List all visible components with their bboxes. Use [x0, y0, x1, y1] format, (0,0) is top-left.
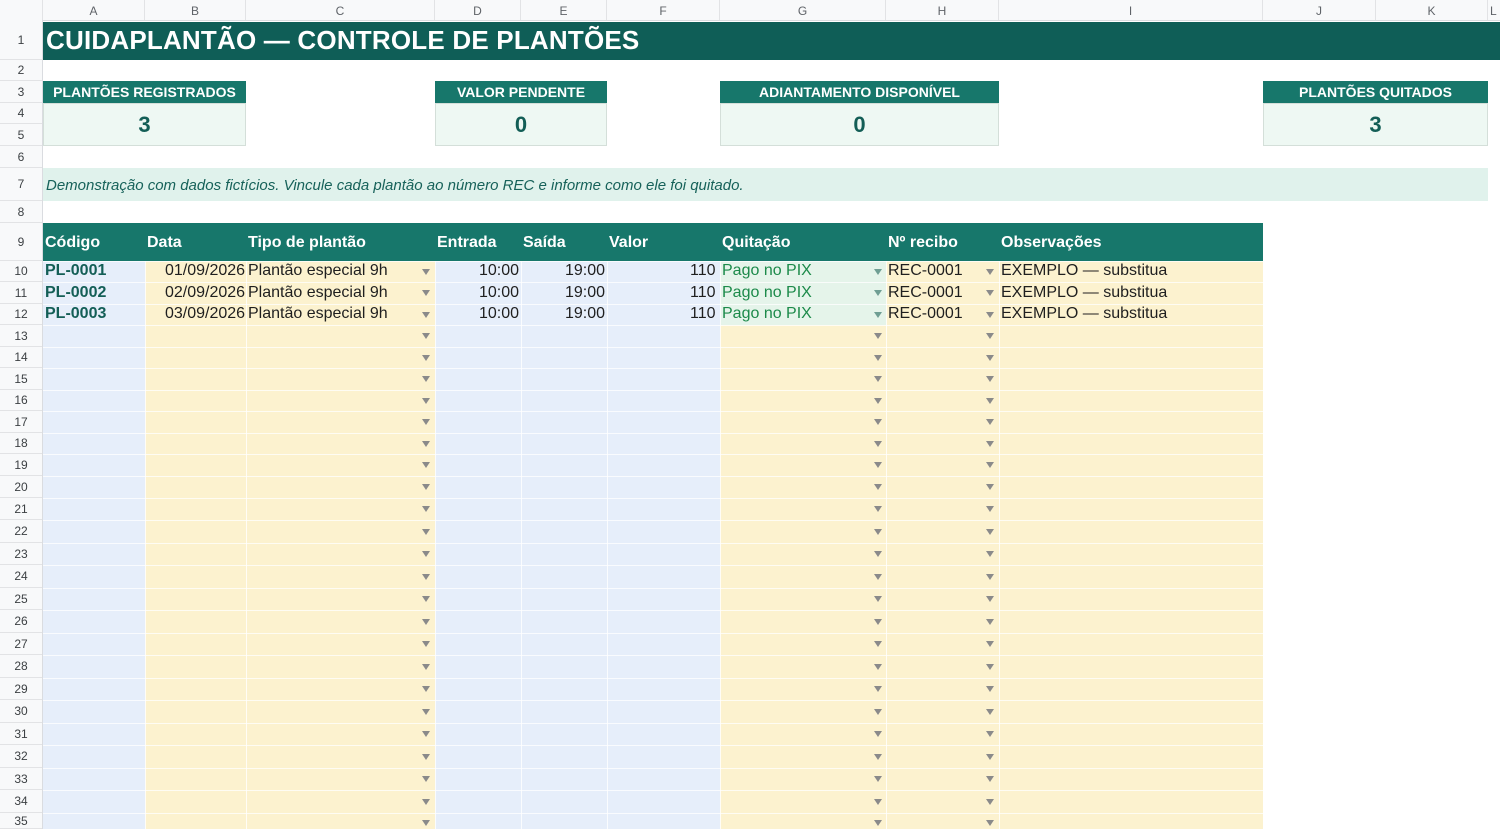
row-header-21[interactable]: 21 — [0, 498, 42, 520]
row-header-11[interactable]: 11 — [0, 282, 42, 304]
quitacao-dropdown-icon[interactable] — [874, 290, 882, 296]
header-observacoes[interactable]: Observações — [1001, 234, 1102, 251]
tipo-dropdown-icon[interactable] — [422, 269, 430, 275]
recibo-dropdown-icon[interactable] — [986, 312, 994, 318]
tipo-dropdown-icon[interactable] — [422, 376, 430, 382]
row-header-8[interactable]: 8 — [0, 201, 42, 223]
header-saida[interactable]: Saída — [523, 234, 566, 251]
tipo-dropdown-icon[interactable] — [422, 551, 430, 557]
row-header-29[interactable]: 29 — [0, 678, 42, 700]
recibo-dropdown-icon[interactable] — [986, 641, 994, 647]
column-header-g[interactable]: G — [720, 0, 886, 20]
quitacao-dropdown-icon[interactable] — [874, 529, 882, 535]
row-header-13[interactable]: 13 — [0, 325, 42, 347]
header-data[interactable]: Data — [147, 234, 182, 251]
recibo-dropdown-icon[interactable] — [986, 462, 994, 468]
kpi-label-pendente[interactable]: VALOR PENDENTE — [435, 81, 607, 103]
tipo-dropdown-icon[interactable] — [422, 596, 430, 602]
header-entrada[interactable]: Entrada — [437, 234, 497, 251]
quitacao-dropdown-icon[interactable] — [874, 484, 882, 490]
column-header-j[interactable]: J — [1263, 0, 1376, 20]
quitacao-dropdown-icon[interactable] — [874, 731, 882, 737]
grid-line — [43, 700, 1263, 701]
sheet-title: CUIDAPLANTÃO — CONTROLE DE PLANTÕES — [46, 25, 640, 55]
row-header-18[interactable]: 18 — [0, 433, 42, 454]
grid-line — [43, 282, 1263, 283]
recibo-dropdown-icon[interactable] — [986, 441, 994, 447]
grid-line — [43, 565, 1263, 566]
quitacao-dropdown-icon[interactable] — [874, 686, 882, 692]
cell-data[interactable]: 01/09/2026 — [165, 262, 246, 279]
recibo-dropdown-icon[interactable] — [986, 398, 994, 404]
header-tipo[interactable]: Tipo de plantão — [248, 234, 366, 251]
cell-valor[interactable]: 110 — [690, 262, 716, 279]
recibo-dropdown-icon[interactable] — [986, 619, 994, 625]
kpi-label-registrados[interactable]: PLANTÕES REGISTRADOS — [43, 81, 246, 103]
row-header-9[interactable]: 9 — [0, 223, 42, 261]
cell-data[interactable]: 03/09/2026 — [165, 305, 246, 322]
tipo-dropdown-icon[interactable] — [422, 686, 430, 692]
column-header-d[interactable]: D — [435, 0, 521, 20]
cell-data[interactable]: 02/09/2026 — [165, 284, 246, 301]
recibo-dropdown-icon[interactable] — [986, 333, 994, 339]
grid-line — [43, 347, 1263, 348]
tipo-dropdown-icon[interactable] — [422, 799, 430, 805]
grid-line — [43, 368, 1263, 369]
grid-line — [521, 261, 522, 829]
row-header-35[interactable]: 35 — [0, 813, 42, 829]
row-header-16[interactable]: 16 — [0, 390, 42, 411]
quitacao-dropdown-icon[interactable] — [874, 664, 882, 670]
column-header-bar — [0, 0, 1500, 21]
tipo-dropdown-icon[interactable] — [422, 290, 430, 296]
recibo-dropdown-icon[interactable] — [986, 776, 994, 782]
grid-line — [43, 610, 1263, 611]
cell-codigo[interactable]: PL-0002 — [45, 284, 107, 301]
cell-observacoes[interactable]: EXEMPLO — substitua — [1001, 305, 1168, 322]
tipo-dropdown-icon[interactable] — [422, 776, 430, 782]
grid-line — [43, 498, 1263, 499]
tipo-dropdown-icon[interactable] — [422, 641, 430, 647]
kpi-value-registrados[interactable]: 3 — [43, 103, 246, 146]
column-header-a[interactable]: A — [43, 0, 145, 20]
quitacao-dropdown-icon[interactable] — [874, 398, 882, 404]
column-header-b[interactable]: B — [145, 0, 246, 20]
tipo-dropdown-icon[interactable] — [422, 820, 430, 826]
tipo-dropdown-icon[interactable] — [422, 529, 430, 535]
cell-valor[interactable]: 110 — [690, 284, 716, 301]
tipo-dropdown-icon[interactable] — [422, 312, 430, 318]
header-quitacao[interactable]: Quitação — [722, 234, 791, 251]
row-header-1[interactable]: 1 — [0, 20, 42, 60]
cell-saida[interactable]: 19:00 — [565, 262, 606, 279]
cell-tipo[interactable]: Plantão especial 9h — [248, 284, 388, 301]
recibo-dropdown-icon[interactable] — [986, 290, 994, 296]
row-header-7[interactable]: 7 — [0, 168, 42, 201]
kpi-label-quitados[interactable]: PLANTÕES QUITADOS — [1263, 81, 1488, 103]
row-header-22[interactable]: 22 — [0, 520, 42, 543]
grid-line — [43, 655, 1263, 656]
recibo-dropdown-icon[interactable] — [986, 376, 994, 382]
tipo-dropdown-icon[interactable] — [422, 419, 430, 425]
row-header-26[interactable]: 26 — [0, 610, 42, 633]
grid-line — [43, 476, 1263, 477]
row-header-31[interactable]: 31 — [0, 723, 42, 745]
tipo-dropdown-icon[interactable] — [422, 333, 430, 339]
cell-quitacao[interactable]: Pago no PIX — [722, 305, 812, 322]
row-header-14[interactable]: 14 — [0, 347, 42, 368]
row-header-4[interactable]: 4 — [0, 103, 42, 124]
row-header-32[interactable]: 32 — [0, 745, 42, 768]
header-recibo[interactable]: Nº recibo — [888, 234, 958, 251]
kpi-value-quitados[interactable]: 3 — [1263, 103, 1488, 146]
quitacao-dropdown-icon[interactable] — [874, 820, 882, 826]
row-header-12[interactable]: 12 — [0, 304, 42, 325]
quitacao-dropdown-icon[interactable] — [874, 776, 882, 782]
recibo-dropdown-icon[interactable] — [986, 820, 994, 826]
quitacao-dropdown-icon[interactable] — [874, 269, 882, 275]
row-header-23[interactable]: 23 — [0, 543, 42, 565]
grid-line — [999, 261, 1000, 829]
tipo-dropdown-icon[interactable] — [422, 462, 430, 468]
grid-line — [43, 633, 1263, 634]
recibo-dropdown-icon[interactable] — [986, 269, 994, 275]
grid-line — [43, 790, 1263, 791]
row-header-33[interactable]: 33 — [0, 768, 42, 790]
tipo-dropdown-icon[interactable] — [422, 398, 430, 404]
header-valor[interactable]: Valor — [609, 234, 649, 251]
quitacao-dropdown-icon[interactable] — [874, 619, 882, 625]
grid-line — [43, 390, 1263, 391]
tipo-dropdown-icon[interactable] — [422, 441, 430, 447]
cell-tipo[interactable]: Plantão especial 9h — [248, 262, 388, 279]
quitacao-dropdown-icon[interactable] — [874, 641, 882, 647]
grid-line — [43, 411, 1263, 412]
grid-line — [43, 678, 1263, 679]
recibo-dropdown-icon[interactable] — [986, 355, 994, 361]
column-header-e[interactable]: E — [521, 0, 607, 20]
grid-line — [43, 543, 1263, 544]
column-header-i[interactable]: I — [999, 0, 1263, 20]
row-header-25[interactable]: 25 — [0, 588, 42, 610]
cell-quitacao[interactable]: Pago no PIX — [722, 284, 812, 301]
kpi-value-pendente[interactable]: 0 — [435, 103, 607, 146]
tipo-dropdown-icon[interactable] — [422, 709, 430, 715]
grid-line — [886, 261, 887, 829]
quitacao-dropdown-icon[interactable] — [874, 754, 882, 760]
recibo-dropdown-icon[interactable] — [986, 664, 994, 670]
column-header-k[interactable]: K — [1376, 0, 1488, 20]
row-header-2[interactable]: 2 — [0, 60, 42, 81]
row-header-6[interactable]: 6 — [0, 146, 42, 168]
grid-line — [43, 768, 1263, 769]
grid-line — [246, 261, 247, 829]
row-header-17[interactable]: 17 — [0, 411, 42, 433]
column-header-f[interactable]: F — [607, 0, 720, 20]
grid-line — [43, 433, 1263, 434]
row-header-27[interactable]: 27 — [0, 633, 42, 655]
grid-line — [145, 261, 146, 829]
column-header-l[interactable]: L — [1488, 0, 1500, 20]
recibo-dropdown-icon[interactable] — [986, 529, 994, 535]
row-header-10[interactable]: 10 — [0, 261, 42, 282]
cell-entrada[interactable]: 10:00 — [479, 284, 520, 301]
tipo-dropdown-icon[interactable] — [422, 754, 430, 760]
cell-recibo[interactable]: REC-0001 — [888, 305, 963, 322]
column-header-h[interactable]: H — [886, 0, 999, 20]
header-codigo[interactable]: Código — [45, 234, 101, 251]
row-header-34[interactable]: 34 — [0, 790, 42, 813]
cell-entrada[interactable]: 10:00 — [479, 305, 520, 322]
cell-codigo[interactable]: PL-0003 — [45, 305, 107, 322]
quitacao-dropdown-icon[interactable] — [874, 551, 882, 557]
recibo-dropdown-icon[interactable] — [986, 799, 994, 805]
cell-recibo[interactable]: REC-0001 — [888, 284, 963, 301]
quitacao-dropdown-icon[interactable] — [874, 312, 882, 318]
grid-line — [43, 325, 1263, 326]
recibo-dropdown-icon[interactable] — [986, 551, 994, 557]
row-header-5[interactable]: 5 — [0, 124, 42, 146]
tipo-dropdown-icon[interactable] — [422, 355, 430, 361]
column-header-c[interactable]: C — [246, 0, 435, 20]
tipo-dropdown-icon[interactable] — [422, 619, 430, 625]
grid-line — [43, 588, 1263, 589]
recibo-dropdown-icon[interactable] — [986, 506, 994, 512]
cell-saida[interactable]: 19:00 — [565, 305, 606, 322]
row-header-30[interactable]: 30 — [0, 700, 42, 723]
quitacao-dropdown-icon[interactable] — [874, 596, 882, 602]
note-text: Demonstração com dados fictícios. Vincule cada plantão ao número REC e informe como ele foi quitado. — [46, 177, 744, 194]
quitacao-dropdown-icon[interactable] — [874, 506, 882, 512]
cell-tipo[interactable]: Plantão especial 9h — [248, 305, 388, 322]
tipo-dropdown-icon[interactable] — [422, 506, 430, 512]
row-header-28[interactable]: 28 — [0, 655, 42, 678]
grid-line — [43, 723, 1263, 724]
tipo-dropdown-icon[interactable] — [422, 484, 430, 490]
tipo-dropdown-icon[interactable] — [422, 574, 430, 580]
cell-entrada[interactable]: 10:00 — [479, 262, 520, 279]
recibo-dropdown-icon[interactable] — [986, 686, 994, 692]
row-header-15[interactable]: 15 — [0, 368, 42, 390]
cell-recibo[interactable]: REC-0001 — [888, 262, 963, 279]
quitacao-dropdown-icon[interactable] — [874, 799, 882, 805]
grid-line — [720, 261, 721, 829]
grid-line — [43, 454, 1263, 455]
cell-codigo[interactable]: PL-0001 — [45, 262, 107, 279]
recibo-dropdown-icon[interactable] — [986, 574, 994, 580]
quitacao-dropdown-icon[interactable] — [874, 574, 882, 580]
quitacao-dropdown-icon[interactable] — [874, 462, 882, 468]
recibo-dropdown-icon[interactable] — [986, 709, 994, 715]
recibo-dropdown-icon[interactable] — [986, 754, 994, 760]
row-header-19[interactable]: 19 — [0, 454, 42, 476]
tipo-dropdown-icon[interactable] — [422, 731, 430, 737]
quitacao-dropdown-icon[interactable] — [874, 441, 882, 447]
quitacao-dropdown-icon[interactable] — [874, 333, 882, 339]
grid-line — [43, 745, 1263, 746]
cell-observacoes[interactable]: EXEMPLO — substitua — [1001, 262, 1168, 279]
row-header-bar — [0, 20, 43, 829]
grid-line — [43, 813, 1263, 814]
select-all-corner[interactable] — [0, 0, 43, 20]
grid-line — [607, 261, 608, 829]
row-header-3[interactable]: 3 — [0, 81, 42, 103]
quitacao-dropdown-icon[interactable] — [874, 376, 882, 382]
cell-saida[interactable]: 19:00 — [565, 284, 606, 301]
grid-line — [43, 520, 1263, 521]
quitacao-dropdown-icon[interactable] — [874, 709, 882, 715]
recibo-dropdown-icon[interactable] — [986, 419, 994, 425]
quitacao-dropdown-icon[interactable] — [874, 419, 882, 425]
row-header-20[interactable]: 20 — [0, 476, 42, 498]
recibo-dropdown-icon[interactable] — [986, 731, 994, 737]
recibo-dropdown-icon[interactable] — [986, 484, 994, 490]
cell-quitacao[interactable]: Pago no PIX — [722, 262, 812, 279]
kpi-label-adiantamento[interactable]: ADIANTAMENTO DISPONÍVEL — [720, 81, 999, 103]
grid-line — [435, 261, 436, 829]
recibo-dropdown-icon[interactable] — [986, 596, 994, 602]
cell-valor[interactable]: 110 — [690, 305, 716, 322]
row-header-24[interactable]: 24 — [0, 565, 42, 588]
kpi-value-adiantamento[interactable]: 0 — [720, 103, 999, 146]
quitacao-dropdown-icon[interactable] — [874, 355, 882, 361]
cell-observacoes[interactable]: EXEMPLO — substitua — [1001, 284, 1168, 301]
tipo-dropdown-icon[interactable] — [422, 664, 430, 670]
